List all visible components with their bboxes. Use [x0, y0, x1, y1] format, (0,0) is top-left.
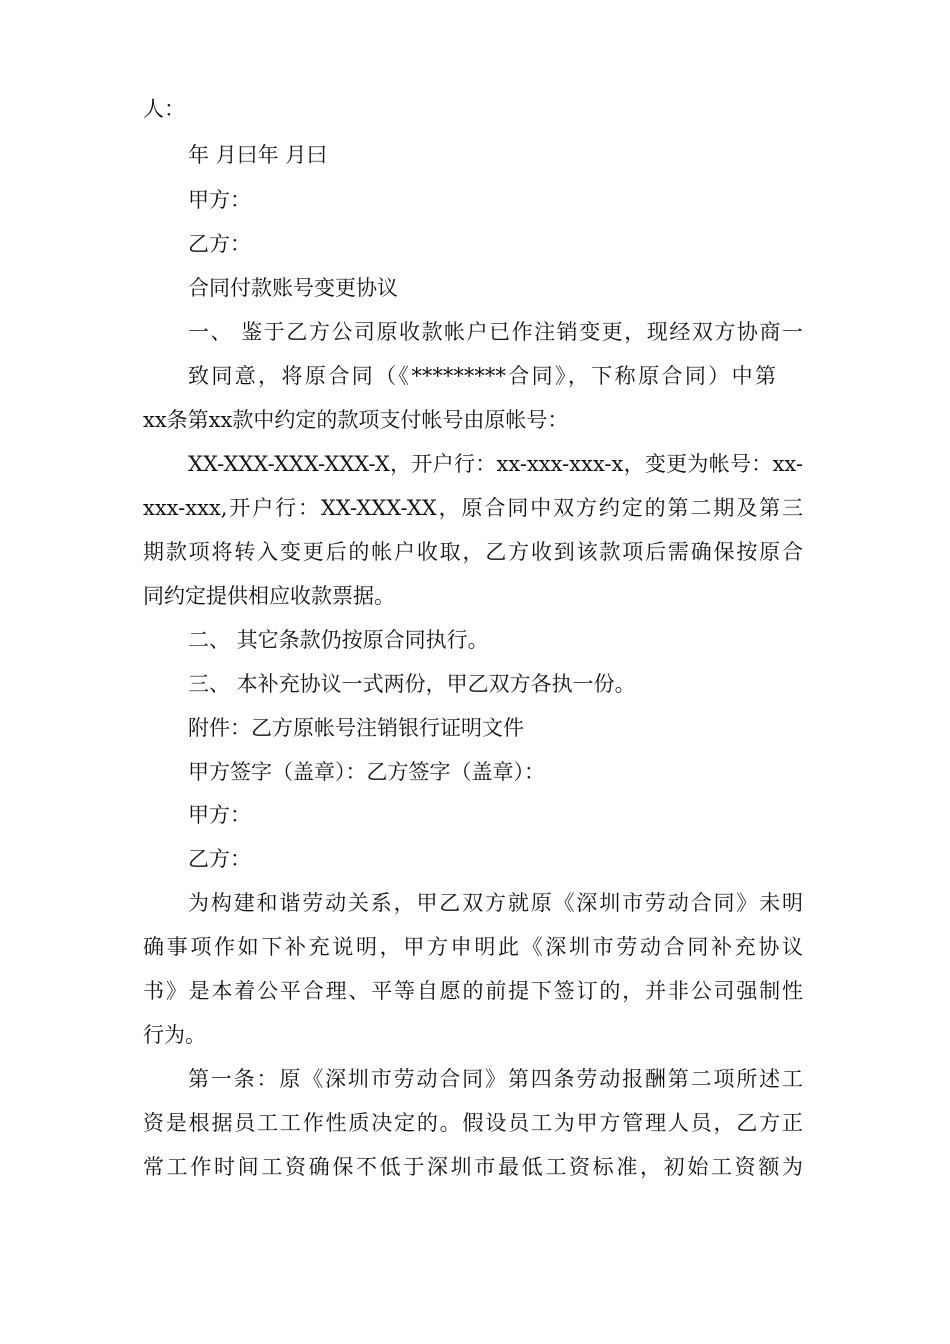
text-line-5: 合同付款账号变更协议 — [188, 276, 398, 300]
text-line-11: 期款项将转入变更后的帐户收取，乙方收到该款项后需确保按原合 — [143, 540, 803, 564]
text-line-18: 乙方： — [188, 847, 251, 871]
text-line-15: 附件：乙方原帐号注销银行证明文件 — [188, 716, 524, 740]
text-line-13: 二、 其它条款仍按原合同执行。 — [188, 628, 489, 652]
text-line-14: 三、 本补充协议一式两份，甲乙双方各执一份。 — [188, 672, 636, 696]
text-line-9: XX-XXX-XXX-XXX-X，开户行：xx-xxx-xxx-x，变更为帐号：xx- — [188, 452, 803, 476]
text-line-4: 乙方： — [188, 232, 251, 256]
text-line-20: 确事项作如下补充说明，甲方申明此《深圳市劳动合同补充协议 — [143, 935, 803, 959]
text-line-17: 甲方： — [188, 803, 251, 827]
text-line-22: 行为。 — [143, 1023, 206, 1047]
text-line-6: 一、 鉴于乙方公司原收款帐户已作注销变更，现经双方协商一 — [188, 320, 803, 344]
text-line-19: 为构建和谐劳动关系，甲乙双方就原《深圳市劳动合同》未明 — [188, 891, 803, 915]
text-line-16: 甲方签字（盖章）：乙方签字（盖章）： — [188, 760, 545, 784]
text-line-12: 同约定提供相应收款票据。 — [143, 584, 395, 608]
text-line-10: xxx-xxx,开户行：XX-XXX-XX，原合同中双方约定的第二期及第三 — [143, 496, 803, 520]
text-line-1: 人： — [143, 97, 185, 121]
text-line-2: 年 月曰年 月曰 — [188, 143, 328, 167]
text-line-8: xx条第xx款中约定的款项支付帐号由原帐号： — [143, 408, 569, 432]
text-line-3: 甲方： — [188, 188, 251, 212]
text-line-21: 书》是本着公平合理、平等自愿的前提下签订的，并非公司强制性 — [143, 979, 803, 1003]
text-line-25: 常工作时间工资确保不低于深圳市最低工资标准，初始工资额为 — [143, 1155, 803, 1179]
text-line-23: 第一条：原《深圳市劳动合同》第四条劳动报酬第二项所述工 — [188, 1067, 803, 1091]
text-line-7: 致同意，将原合同（《*********合同》，下称原合同）中第 — [188, 364, 776, 388]
text-line-24: 资是根据员工工作性质决定的。假设员工为甲方管理人员，乙方正 — [143, 1111, 803, 1135]
